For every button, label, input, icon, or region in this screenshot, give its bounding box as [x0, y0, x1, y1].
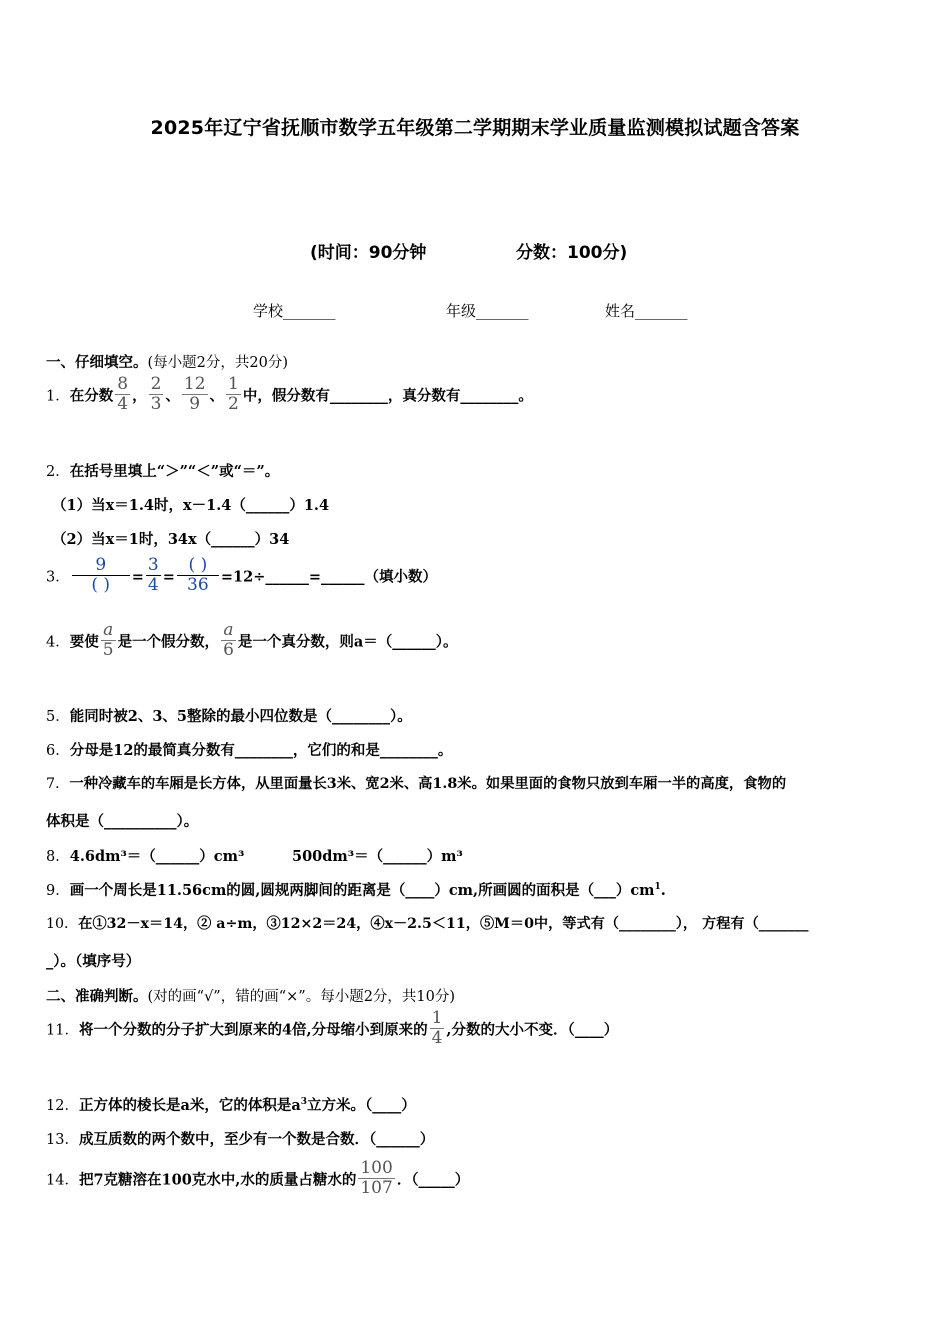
question-text: 是一个真分数，则a＝（______）。 [237, 633, 458, 651]
question-2-part-2: （2）当x＝1时，34x（______）34 [52, 531, 290, 548]
fraction [226, 375, 241, 414]
question-8-part-2: 500dm³＝（______）m³ [292, 848, 463, 865]
denominator: 4 [431, 1028, 443, 1048]
question-number: 12． [46, 1098, 79, 1114]
question-text: 在①32－x＝14，② a÷m，③12×2＝24，④x－2.5＜11，⑤M＝0中，等式有（________）， 方程有（_______ [78, 916, 809, 932]
question-number: 3． [46, 569, 70, 586]
question-number: 9． [46, 883, 70, 899]
question-text: 一种冷藏车的车厢是长方体，从里面量长3米、宽2米、高1.8米。如果里面的食物只放到车厢一半的高度，食物的 [69, 776, 787, 792]
question-4 [46, 620, 458, 662]
fraction [177, 556, 219, 595]
fraction [182, 375, 208, 414]
numerator: 1 [228, 374, 239, 394]
section-2-title: 二、准确判断。 [46, 988, 148, 1005]
question-7-cont: 体积是（__________）。 [46, 813, 199, 830]
denominator: 4 [117, 394, 129, 414]
fraction [358, 1159, 394, 1198]
question-10 [46, 913, 808, 933]
section-1-title: 一、仔细填空。 [46, 354, 148, 371]
separator: 、 [165, 387, 180, 405]
question-2 [46, 460, 279, 481]
question-1 [46, 374, 533, 416]
question-text: 能同时被2、3、5整除的最小四位数是（________）。 [69, 708, 412, 725]
question-text: 在括号里填上“＞”“＜”或“＝”。 [69, 463, 280, 480]
numerator: a [101, 621, 116, 641]
question-11 [46, 1008, 619, 1050]
question-text: 成互质数的两个数中，至少有一个数是合数．（______） [78, 1131, 435, 1148]
denominator: ( ) [91, 575, 111, 595]
name-field[interactable]: 姓名_______ [605, 302, 688, 320]
fraction [72, 556, 130, 595]
question-number: 10． [46, 916, 79, 932]
fraction [430, 1009, 445, 1048]
question-number: 6． [46, 743, 70, 759]
separator: ， [132, 387, 147, 405]
superscript: 1 [654, 882, 661, 893]
denominator: 9 [189, 394, 201, 414]
section-2-heading [46, 985, 455, 1006]
denominator: 5 [102, 640, 114, 660]
question-12 [46, 1094, 416, 1115]
numerator: 1 [431, 1008, 443, 1028]
question-text: 立方米。（____） [307, 1097, 416, 1114]
question-number: 14． [46, 1172, 79, 1189]
question-number: 2． [46, 464, 70, 480]
question-8 [46, 845, 244, 866]
question-13 [46, 1128, 434, 1149]
question-text: 是一个假分数， [117, 633, 220, 651]
numerator: 12 [183, 374, 206, 394]
question-text: 把7克糖溶在100克水中,水的质量占糖水的 [78, 1171, 357, 1189]
numerator: 9 [72, 556, 130, 576]
question-5 [46, 705, 412, 726]
question-number: 1． [46, 388, 70, 405]
fraction [221, 621, 236, 660]
question-number: 13． [46, 1132, 79, 1148]
question-text: 中，假分数有________，真分数有________。 [242, 387, 533, 405]
denominator: 36 [187, 575, 209, 595]
question-text: ,分数的大小不变．（____） [446, 1021, 619, 1039]
denominator: 6 [223, 640, 234, 660]
question-number: 4． [46, 634, 70, 651]
school-field[interactable]: 学校_______ [253, 302, 336, 320]
question-14 [46, 1158, 470, 1200]
denominator: 4 [147, 575, 159, 595]
question-10-cont: _）。（填序号） [46, 953, 141, 970]
equals-sign: = [162, 568, 175, 586]
question-text: 4.6dm³＝（______）cm³ [69, 848, 245, 865]
separator: 、 [209, 387, 225, 405]
question-text: 分母是12的最简真分数有________，它们的和是________。 [69, 742, 453, 759]
numerator: 100 [360, 1158, 393, 1178]
denominator: 3 [150, 394, 162, 414]
question-text: 将一个分数的分子扩大到原来的4倍,分母缩小到原来的 [78, 1021, 428, 1039]
superscript: 3 [300, 1097, 308, 1108]
denominator: 107 [360, 1178, 393, 1198]
question-text: 在分数 [69, 387, 114, 405]
fraction [101, 621, 116, 660]
numerator: 2 [150, 374, 162, 394]
question-2-part-1: （1）当x＝1.4时，x－1.4（______）1.4 [52, 497, 330, 514]
equals-sign: = [131, 568, 144, 586]
numerator: 8 [117, 374, 129, 394]
document-title: 2025年辽宁省抚顺市数学五年级第二学期期末学业质量监测模拟试题含答案 [150, 117, 800, 139]
section-1-heading [46, 351, 288, 372]
question-text: 正方体的棱长是a米，它的体积是a [78, 1097, 301, 1114]
question-7 [46, 773, 786, 793]
exam-time: (时间：90分钟 [310, 243, 427, 263]
question-text: 要使 [69, 633, 99, 651]
question-number: 7． [46, 776, 70, 792]
question-text: =12÷______=______（填小数） [220, 568, 438, 586]
question-text: ．（_____） [396, 1171, 470, 1189]
fraction [149, 375, 164, 414]
numerator: ( ) [177, 556, 219, 576]
question-text: . [660, 882, 666, 899]
fraction [146, 556, 161, 595]
question-number: 5． [46, 709, 70, 725]
denominator: 2 [228, 394, 239, 414]
grade-field[interactable]: 年级_______ [446, 302, 529, 320]
section-1-note: (每小题2分，共20分) [147, 355, 288, 371]
question-6 [46, 739, 452, 760]
fraction [115, 375, 130, 414]
section-2-note: (对的画“√”，错的画“×”。每小题2分，共10分) [147, 989, 456, 1005]
exam-score: 分数：100分) [516, 243, 628, 263]
question-3 [46, 555, 438, 597]
question-number: 8． [46, 849, 70, 865]
question-9 [46, 879, 666, 900]
question-number: 11． [46, 1022, 79, 1039]
question-text: 画一个周长是11.56cm的圆,圆规两脚间的距离是（____）cm,所画圆的面积是（___）cm [69, 882, 655, 899]
numerator: a [221, 621, 236, 641]
numerator: 3 [147, 555, 159, 575]
